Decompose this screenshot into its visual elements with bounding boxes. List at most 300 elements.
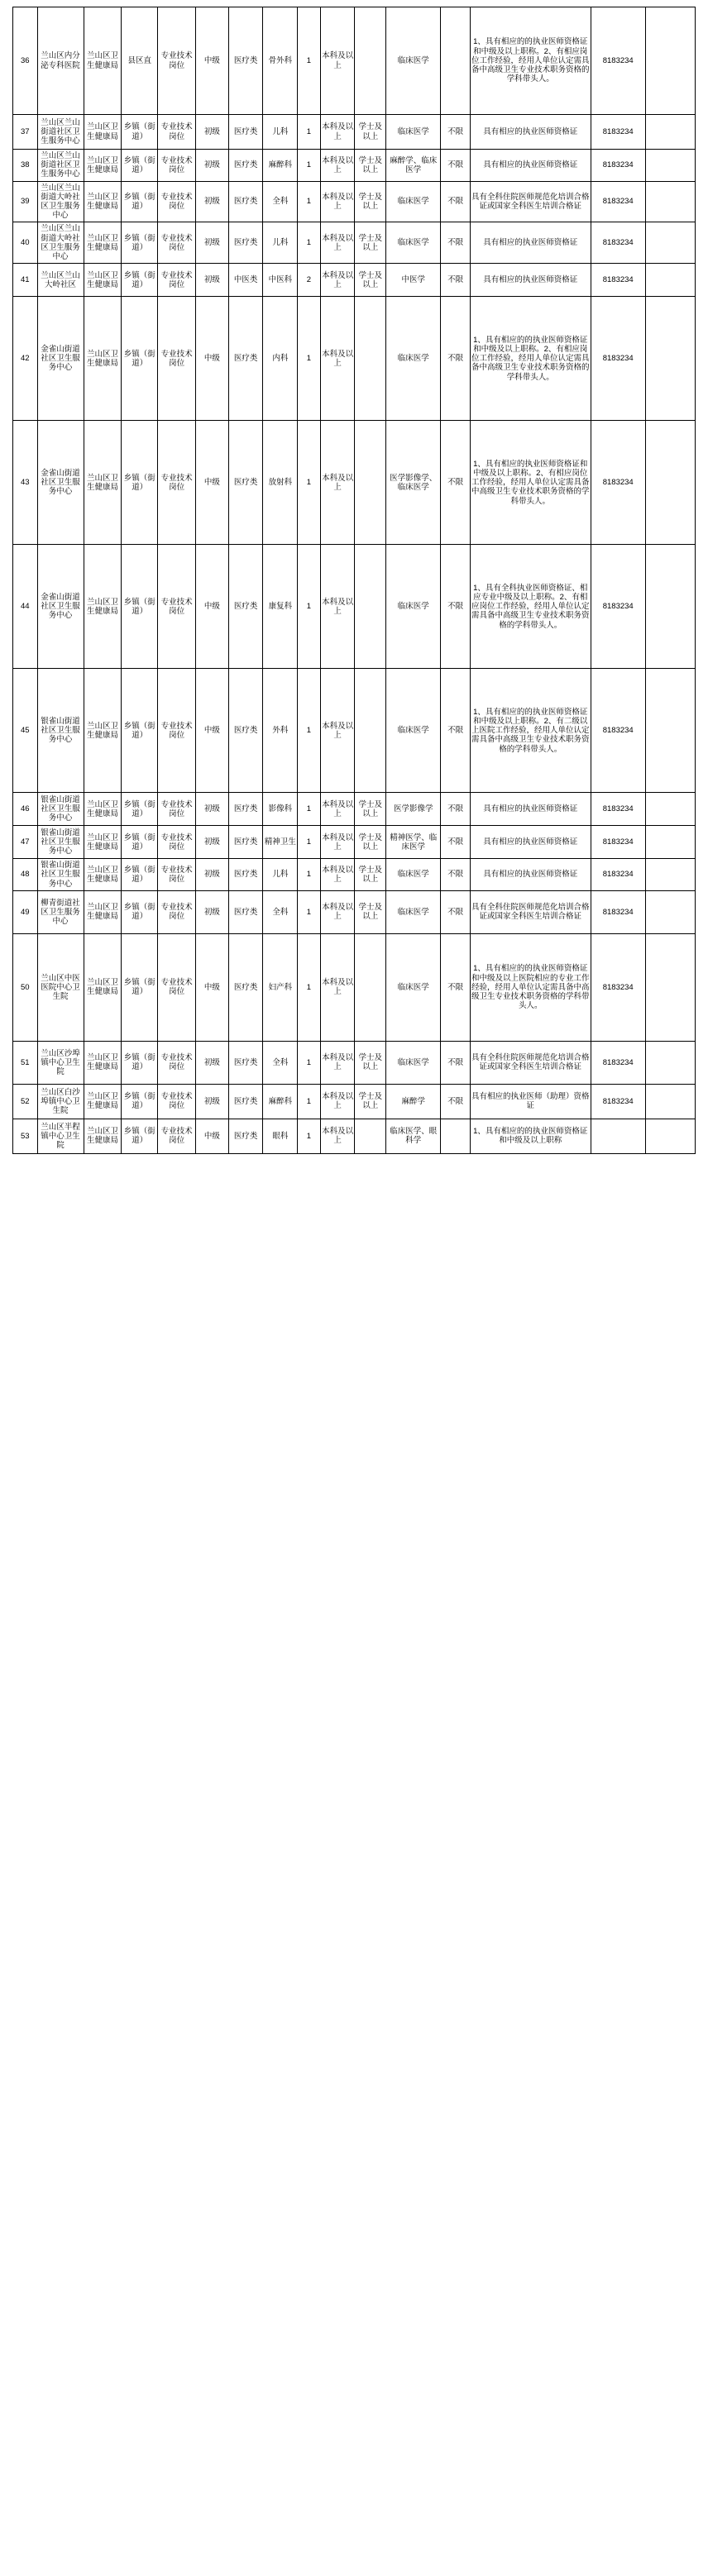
cell-age: 不限: [441, 421, 471, 545]
cell-remark: [645, 826, 695, 859]
cell-headcount: 1: [298, 669, 321, 793]
cell-jurisdiction: 乡镇（街道）: [122, 826, 158, 859]
cell-category: 中医类: [228, 264, 263, 297]
cell-other-conditions: 具有全科住院医师规范化培训合格证或国家全科医生培训合格证: [470, 181, 591, 222]
cell-degree: 学士及以上: [355, 890, 386, 933]
cell-category: 医疗类: [228, 7, 263, 115]
cell-degree: 学士及以上: [355, 115, 386, 150]
cell-remark: [645, 859, 695, 891]
cell-remark: [645, 222, 695, 264]
cell-jurisdiction: 乡镇（街道）: [122, 264, 158, 297]
cell-degree: 学士及以上: [355, 181, 386, 222]
cell-post-type: 专业技术岗位: [158, 1041, 196, 1084]
cell-post-type: 专业技术岗位: [158, 859, 196, 891]
cell-index: 47: [13, 826, 38, 859]
cell-authority: 兰山区卫生健康局: [84, 421, 122, 545]
cell-index: 43: [13, 421, 38, 545]
cell-jurisdiction: 乡镇（街道）: [122, 669, 158, 793]
cell-subcategory: 眼科: [263, 1119, 298, 1153]
cell-category: 医疗类: [228, 181, 263, 222]
cell-subcategory: 精神卫生: [263, 826, 298, 859]
cell-age: 不限: [441, 1084, 471, 1119]
cell-authority: 兰山区卫生健康局: [84, 1084, 122, 1119]
cell-other-conditions: 具有相应的执业医师资格证: [470, 264, 591, 297]
cell-remark: [645, 793, 695, 826]
cell-post-level: 中级: [195, 933, 228, 1041]
cell-employer: 金雀山街道社区卫生服务中心: [37, 421, 84, 545]
cell-age: 不限: [441, 669, 471, 793]
cell-index: 52: [13, 1084, 38, 1119]
cell-major: 麻醉学、临床医学: [386, 150, 441, 182]
cell-post-type: 专业技术岗位: [158, 181, 196, 222]
cell-headcount: 1: [298, 859, 321, 891]
table-row: [13, 890, 696, 933]
cell-degree: [355, 7, 386, 115]
cell-other-conditions: 具有相应的执业医师资格证: [470, 150, 591, 182]
cell-degree: 学士及以上: [355, 222, 386, 264]
cell-headcount: 2: [298, 264, 321, 297]
cell-major: 临床医学: [386, 545, 441, 669]
cell-major: 临床医学: [386, 7, 441, 115]
cell-education: 本科及以上: [320, 793, 355, 826]
cell-category: 医疗类: [228, 1084, 263, 1119]
cell-post-level: 初级: [195, 793, 228, 826]
cell-authority: 兰山区卫生健康局: [84, 222, 122, 264]
cell-jurisdiction: 乡镇（街道）: [122, 859, 158, 891]
cell-education: 本科及以上: [320, 1084, 355, 1119]
cell-major: 临床医学: [386, 115, 441, 150]
cell-authority: 兰山区卫生健康局: [84, 826, 122, 859]
cell-post-type: 专业技术岗位: [158, 421, 196, 545]
table-row: [13, 297, 696, 421]
cell-index: 48: [13, 859, 38, 891]
cell-employer: 兰山区内分泌专科医院: [37, 7, 84, 115]
cell-degree: [355, 421, 386, 545]
cell-subcategory: 外科: [263, 669, 298, 793]
cell-employer: 柳青街道社区卫生服务中心: [37, 890, 84, 933]
cell-post-type: 专业技术岗位: [158, 793, 196, 826]
cell-post-type: 专业技术岗位: [158, 1084, 196, 1119]
cell-remark: [645, 933, 695, 1041]
cell-remark: [645, 890, 695, 933]
cell-index: 44: [13, 545, 38, 669]
cell-other-conditions: 具有相应的执业医师资格证: [470, 793, 591, 826]
cell-education: 本科及以上: [320, 297, 355, 421]
cell-jurisdiction: 乡镇（街道）: [122, 222, 158, 264]
cell-category: 医疗类: [228, 1041, 263, 1084]
cell-other-conditions: 1、具有相应的的执业医师资格证和中级及以上职称。2、有相应岗位工作经验，经用人单位认定需具备中高级卫生专业技术职务资格的学科带头人。: [470, 7, 591, 115]
cell-subcategory: 全科: [263, 890, 298, 933]
cell-index: 45: [13, 669, 38, 793]
table-row: [13, 669, 696, 793]
cell-subcategory: 内科: [263, 297, 298, 421]
cell-category: 医疗类: [228, 115, 263, 150]
cell-employer: 兰山区白沙埠镇中心卫生院: [37, 1084, 84, 1119]
cell-headcount: 1: [298, 1119, 321, 1153]
cell-post-level: 中级: [195, 669, 228, 793]
table-row: [13, 859, 696, 891]
cell-major: 临床医学: [386, 222, 441, 264]
table-row: [13, 150, 696, 182]
cell-jurisdiction: 县区直: [122, 7, 158, 115]
cell-post-type: 专业技术岗位: [158, 150, 196, 182]
cell-headcount: 1: [298, 150, 321, 182]
cell-category: 医疗类: [228, 890, 263, 933]
cell-age: 不限: [441, 264, 471, 297]
table-row: [13, 7, 696, 115]
cell-other-conditions: 具有相应的执业医师（助理）资格证: [470, 1084, 591, 1119]
cell-authority: 兰山区卫生健康局: [84, 264, 122, 297]
cell-post-level: 初级: [195, 150, 228, 182]
cell-degree: [355, 545, 386, 669]
cell-post-level: 中级: [195, 421, 228, 545]
cell-employer: 银雀山街道社区卫生服务中心: [37, 859, 84, 891]
table-row: [13, 545, 696, 669]
cell-index: 40: [13, 222, 38, 264]
cell-post-level: 中级: [195, 7, 228, 115]
cell-subcategory: 骨外科: [263, 7, 298, 115]
cell-phone: 8183234: [591, 1084, 645, 1119]
cell-degree: [355, 297, 386, 421]
cell-headcount: 1: [298, 222, 321, 264]
cell-degree: [355, 933, 386, 1041]
cell-remark: [645, 7, 695, 115]
cell-category: 医疗类: [228, 421, 263, 545]
cell-phone: 8183234: [591, 669, 645, 793]
cell-jurisdiction: 乡镇（街道）: [122, 150, 158, 182]
cell-authority: 兰山区卫生健康局: [84, 7, 122, 115]
cell-headcount: 1: [298, 421, 321, 545]
cell-phone: 8183234: [591, 793, 645, 826]
cell-degree: 学士及以上: [355, 1084, 386, 1119]
cell-headcount: 1: [298, 545, 321, 669]
cell-age: 不限: [441, 115, 471, 150]
cell-degree: [355, 1119, 386, 1153]
cell-phone: 8183234: [591, 264, 645, 297]
cell-major: 麻醉学: [386, 1084, 441, 1119]
cell-phone: 8183234: [591, 181, 645, 222]
cell-headcount: 1: [298, 1084, 321, 1119]
cell-headcount: 1: [298, 826, 321, 859]
cell-category: 医疗类: [228, 859, 263, 891]
cell-employer: 银雀山街道社区卫生服务中心: [37, 793, 84, 826]
cell-employer: 银雀山街道社区卫生服务中心: [37, 826, 84, 859]
cell-jurisdiction: 乡镇（街道）: [122, 1084, 158, 1119]
cell-education: 本科及以上: [320, 222, 355, 264]
cell-subcategory: 放射科: [263, 421, 298, 545]
cell-post-level: 初级: [195, 1041, 228, 1084]
cell-employer: 兰山区兰山街道大岭社区卫生服务中心: [37, 181, 84, 222]
cell-post-type: 专业技术岗位: [158, 890, 196, 933]
cell-jurisdiction: 乡镇（街道）: [122, 1119, 158, 1153]
cell-jurisdiction: 乡镇（街道）: [122, 181, 158, 222]
cell-education: 本科及以上: [320, 859, 355, 891]
cell-subcategory: 儿科: [263, 222, 298, 264]
cell-post-type: 专业技术岗位: [158, 7, 196, 115]
cell-index: 39: [13, 181, 38, 222]
cell-other-conditions: 具有相应的执业医师资格证: [470, 826, 591, 859]
cell-subcategory: 全科: [263, 181, 298, 222]
cell-age: 不限: [441, 222, 471, 264]
cell-degree: 学士及以上: [355, 859, 386, 891]
cell-employer: 兰山区兰山街道大岭社区卫生服务中心: [37, 222, 84, 264]
cell-jurisdiction: 乡镇（街道）: [122, 933, 158, 1041]
cell-post-level: 初级: [195, 1084, 228, 1119]
cell-remark: [645, 181, 695, 222]
cell-age: 不限: [441, 933, 471, 1041]
cell-remark: [645, 669, 695, 793]
cell-post-level: 中级: [195, 297, 228, 421]
cell-phone: 8183234: [591, 545, 645, 669]
cell-age: 不限: [441, 1041, 471, 1084]
cell-post-level: 初级: [195, 826, 228, 859]
cell-major: 临床医学: [386, 669, 441, 793]
cell-headcount: 1: [298, 7, 321, 115]
cell-index: 37: [13, 115, 38, 150]
cell-subcategory: 影像科: [263, 793, 298, 826]
cell-post-level: 初级: [195, 181, 228, 222]
cell-subcategory: 中医科: [263, 264, 298, 297]
recruitment-table: [12, 7, 696, 1154]
cell-post-level: 中级: [195, 545, 228, 669]
cell-age: 不限: [441, 826, 471, 859]
cell-education: 本科及以上: [320, 669, 355, 793]
cell-age: 不限: [441, 859, 471, 891]
cell-education: 本科及以上: [320, 115, 355, 150]
cell-remark: [645, 297, 695, 421]
cell-post-type: 专业技术岗位: [158, 222, 196, 264]
cell-jurisdiction: 乡镇（街道）: [122, 793, 158, 826]
cell-age: 不限: [441, 793, 471, 826]
cell-employer: 兰山区兰山街道社区卫生服务中心: [37, 115, 84, 150]
cell-major: 临床医学: [386, 1041, 441, 1084]
cell-employer: 兰山区兰山街道社区卫生服务中心: [37, 150, 84, 182]
cell-employer: 金雀山街道社区卫生服务中心: [37, 297, 84, 421]
table-row: [13, 1084, 696, 1119]
cell-employer: 兰山区沙埠镇中心卫生院: [37, 1041, 84, 1084]
cell-degree: 学士及以上: [355, 793, 386, 826]
cell-employer: 银雀山街道社区卫生服务中心: [37, 669, 84, 793]
cell-other-conditions: 1、具有相应的的执业医师资格证和中级及以上医院相应的专业工作经验，经用人单位认定需具备中高级卫生专业技术职务资格的学科带头人。: [470, 933, 591, 1041]
cell-category: 医疗类: [228, 222, 263, 264]
cell-authority: 兰山区卫生健康局: [84, 793, 122, 826]
cell-degree: 学士及以上: [355, 150, 386, 182]
cell-other-conditions: 1、具有相应的执业医师资格证和中级及以上职称。2、有相应岗位工作经验，经用人单位认定需具备中高级卫生专业技术职务资格的学科带头人。: [470, 421, 591, 545]
cell-education: 本科及以上: [320, 890, 355, 933]
cell-major: 精神医学、临床医学: [386, 826, 441, 859]
cell-subcategory: 儿科: [263, 859, 298, 891]
cell-category: 医疗类: [228, 297, 263, 421]
cell-jurisdiction: 乡镇（街道）: [122, 545, 158, 669]
cell-post-type: 专业技术岗位: [158, 933, 196, 1041]
cell-phone: 8183234: [591, 297, 645, 421]
cell-authority: 兰山区卫生健康局: [84, 859, 122, 891]
cell-major: 临床医学: [386, 890, 441, 933]
cell-remark: [645, 1084, 695, 1119]
cell-major: 临床医学: [386, 859, 441, 891]
cell-authority: 兰山区卫生健康局: [84, 669, 122, 793]
cell-phone: 8183234: [591, 826, 645, 859]
cell-education: 本科及以上: [320, 181, 355, 222]
cell-post-type: 专业技术岗位: [158, 669, 196, 793]
table-row: [13, 933, 696, 1041]
cell-jurisdiction: 乡镇（街道）: [122, 890, 158, 933]
cell-jurisdiction: 乡镇（街道）: [122, 421, 158, 545]
cell-category: 医疗类: [228, 793, 263, 826]
cell-index: 36: [13, 7, 38, 115]
cell-major: 临床医学: [386, 933, 441, 1041]
cell-phone: [591, 1119, 645, 1153]
cell-authority: 兰山区卫生健康局: [84, 545, 122, 669]
cell-category: 医疗类: [228, 150, 263, 182]
cell-phone: 8183234: [591, 222, 645, 264]
cell-education: 本科及以上: [320, 826, 355, 859]
cell-index: 46: [13, 793, 38, 826]
table-row: [13, 115, 696, 150]
cell-employer: 兰山区中医医院中心卫生院: [37, 933, 84, 1041]
cell-headcount: 1: [298, 181, 321, 222]
cell-subcategory: 妇产科: [263, 933, 298, 1041]
cell-remark: [645, 264, 695, 297]
cell-index: 53: [13, 1119, 38, 1153]
cell-other-conditions: 1、具有相应的的执业医师资格证和中级及以上职称。2、有二级以上医院工作经验，经用人单位认定需具备中高级卫生专业技术职务资格的学科带头人。: [470, 669, 591, 793]
cell-index: 49: [13, 890, 38, 933]
cell-other-conditions: 1、具有相应的的执业医师资格证和中级及以上职称。2、有相应岗位工作经验，经用人单位认定需具备中高级卫生专业技术职务资格的学科带头人。: [470, 297, 591, 421]
cell-category: 医疗类: [228, 933, 263, 1041]
cell-headcount: 1: [298, 890, 321, 933]
table-row: [13, 222, 696, 264]
cell-phone: 8183234: [591, 859, 645, 891]
cell-subcategory: 康复科: [263, 545, 298, 669]
table-body: [13, 7, 696, 1154]
cell-post-level: 初级: [195, 890, 228, 933]
cell-index: 42: [13, 297, 38, 421]
cell-education: 本科及以上: [320, 545, 355, 669]
cell-major: 临床医学: [386, 297, 441, 421]
cell-phone: 8183234: [591, 150, 645, 182]
cell-post-level: 初级: [195, 222, 228, 264]
cell-category: 医疗类: [228, 669, 263, 793]
table-row: [13, 793, 696, 826]
table-row: [13, 421, 696, 545]
cell-remark: [645, 1041, 695, 1084]
cell-degree: 学士及以上: [355, 1041, 386, 1084]
cell-index: 41: [13, 264, 38, 297]
cell-other-conditions: 具有相应的执业医师资格证: [470, 222, 591, 264]
cell-authority: 兰山区卫生健康局: [84, 181, 122, 222]
cell-headcount: 1: [298, 793, 321, 826]
cell-phone: 8183234: [591, 890, 645, 933]
cell-other-conditions: 1、具有全科执业医师资格证、相应专业中级及以上职称。2、有相应岗位工作经验，经用人单位认定需具备中高级卫生专业技术职务资格的学科带头人。: [470, 545, 591, 669]
cell-category: 医疗类: [228, 1119, 263, 1153]
cell-age: 不限: [441, 150, 471, 182]
cell-remark: [645, 1119, 695, 1153]
cell-remark: [645, 115, 695, 150]
cell-authority: 兰山区卫生健康局: [84, 890, 122, 933]
cell-remark: [645, 545, 695, 669]
cell-category: 医疗类: [228, 826, 263, 859]
cell-major: 医学影像学、临床医学: [386, 421, 441, 545]
cell-phone: 8183234: [591, 1041, 645, 1084]
cell-other-conditions: 具有相应的执业医师资格证: [470, 859, 591, 891]
document-page: [0, 7, 708, 1154]
cell-subcategory: 麻醉科: [263, 150, 298, 182]
cell-major: 临床医学、眼科学: [386, 1119, 441, 1153]
cell-degree: 学士及以上: [355, 264, 386, 297]
cell-jurisdiction: 乡镇（街道）: [122, 115, 158, 150]
cell-major: 医学影像学: [386, 793, 441, 826]
cell-other-conditions: 1、具有相应的的执业医师资格证和中级及以上职称: [470, 1119, 591, 1153]
cell-education: 本科及以上: [320, 1119, 355, 1153]
cell-phone: 8183234: [591, 7, 645, 115]
cell-age: 不限: [441, 297, 471, 421]
table-row: [13, 1041, 696, 1084]
cell-age: 不限: [441, 181, 471, 222]
cell-subcategory: 麻醉科: [263, 1084, 298, 1119]
cell-headcount: 1: [298, 1041, 321, 1084]
cell-post-level: 中级: [195, 1119, 228, 1153]
cell-education: 本科及以上: [320, 150, 355, 182]
cell-post-type: 专业技术岗位: [158, 1119, 196, 1153]
cell-other-conditions: 具有相应的执业医师资格证: [470, 115, 591, 150]
cell-subcategory: 全科: [263, 1041, 298, 1084]
cell-subcategory: 儿科: [263, 115, 298, 150]
cell-post-level: 初级: [195, 264, 228, 297]
cell-headcount: 1: [298, 933, 321, 1041]
cell-headcount: 1: [298, 297, 321, 421]
cell-authority: 兰山区卫生健康局: [84, 115, 122, 150]
cell-remark: [645, 421, 695, 545]
table-row: [13, 264, 696, 297]
cell-employer: 兰山区兰山大岭社区: [37, 264, 84, 297]
cell-other-conditions: 具有全科住院医师规范化培训合格证或国家全科医生培训合格证: [470, 1041, 591, 1084]
cell-post-type: 专业技术岗位: [158, 826, 196, 859]
cell-degree: [355, 669, 386, 793]
cell-age: 不限: [441, 545, 471, 669]
cell-age: 不限: [441, 890, 471, 933]
cell-other-conditions: 具有全科住院医师规范化培训合格证或国家全科医生培训合格证: [470, 890, 591, 933]
cell-authority: 兰山区卫生健康局: [84, 1041, 122, 1084]
cell-employer: 兰山区半程镇中心卫生院: [37, 1119, 84, 1153]
cell-post-type: 专业技术岗位: [158, 297, 196, 421]
table-row: [13, 1119, 696, 1153]
cell-education: 本科及以上: [320, 421, 355, 545]
cell-headcount: 1: [298, 115, 321, 150]
table-row: [13, 181, 696, 222]
cell-post-type: 专业技术岗位: [158, 545, 196, 669]
cell-post-type: 专业技术岗位: [158, 264, 196, 297]
cell-phone: 8183234: [591, 421, 645, 545]
cell-post-type: 专业技术岗位: [158, 115, 196, 150]
cell-degree: 学士及以上: [355, 826, 386, 859]
cell-phone: 8183234: [591, 115, 645, 150]
cell-education: 本科及以上: [320, 7, 355, 115]
cell-education: 本科及以上: [320, 1041, 355, 1084]
cell-post-level: 初级: [195, 115, 228, 150]
cell-jurisdiction: 乡镇（街道）: [122, 1041, 158, 1084]
cell-authority: 兰山区卫生健康局: [84, 150, 122, 182]
cell-phone: 8183234: [591, 933, 645, 1041]
cell-index: 38: [13, 150, 38, 182]
cell-index: 51: [13, 1041, 38, 1084]
table-row: [13, 826, 696, 859]
cell-authority: 兰山区卫生健康局: [84, 1119, 122, 1153]
cell-education: 本科及以上: [320, 933, 355, 1041]
cell-post-level: 初级: [195, 859, 228, 891]
cell-major: 临床医学: [386, 181, 441, 222]
cell-remark: [645, 150, 695, 182]
cell-age: [441, 1119, 471, 1153]
